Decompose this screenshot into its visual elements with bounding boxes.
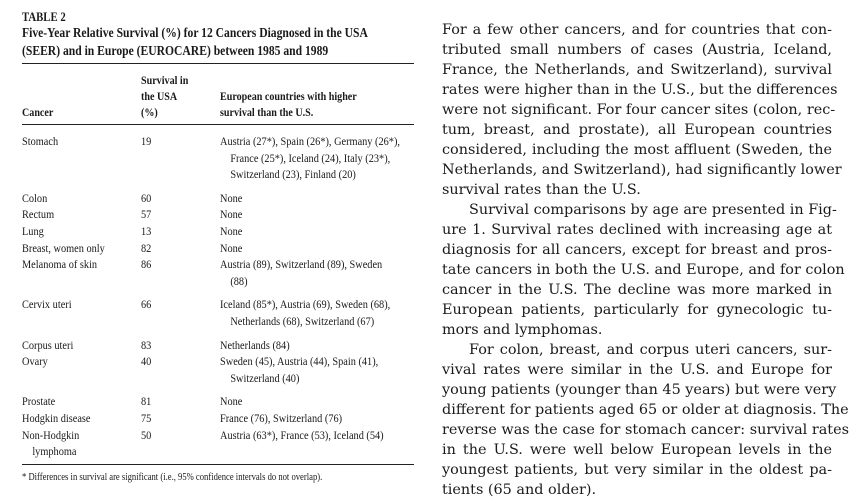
europe-countries-line: Austria (27*), Spain (26*), Germany (26*), xyxy=(220,134,400,148)
cancer-name-line: Prostate xyxy=(22,394,56,409)
table-footnote: * Differences in survival are significant (i.e., 95% confidence intervals do not overlap). xyxy=(22,471,323,483)
cancer-name-line: Colon xyxy=(22,190,48,205)
text-line: cancer in the U.S. The decline was more marked in xyxy=(442,282,832,298)
text-line: For a few other cancers, and for countries that con- xyxy=(442,22,832,38)
text-line: mors and lymphomas. xyxy=(442,322,603,338)
europe-countries-line: France (25*), Iceland (24), Italy (23*), xyxy=(230,150,391,165)
header-survival-line3: (%) xyxy=(141,105,158,119)
europe-countries-line: None xyxy=(220,190,243,205)
cell-survival: 82 xyxy=(141,240,152,255)
table-caption-line2: (SEER) and in Europe (EUROCARE) between 1985 and 1989 xyxy=(22,42,329,58)
text-line: Survival comparisons by age are presented in Fig- xyxy=(469,202,837,218)
cancer-name-line: lymphoma xyxy=(32,444,77,459)
cell-europe xyxy=(220,410,342,427)
cell-survival: 57 xyxy=(141,207,152,222)
cancer-name-line: Cervix uteri xyxy=(22,297,72,312)
europe-countries-line: Austria (89), Switzerland (89), Sweden xyxy=(220,257,383,272)
cell-survival: 81 xyxy=(141,394,152,409)
europe-countries-line: Switzerland (40) xyxy=(230,370,300,385)
text-line: youngest patients, but very similar in the oldest pa- xyxy=(442,462,832,478)
text-line: in the U.S. were well below European levels in the xyxy=(442,442,832,458)
text-line: tate cancers in both the U.S. and Europe, and for colon xyxy=(442,262,845,278)
header-europe-line1: European countries with higher xyxy=(220,89,357,103)
cancer-name-line: Lung xyxy=(22,223,44,238)
europe-countries-line: Netherlands (84) xyxy=(220,337,290,352)
header-europe xyxy=(220,88,357,120)
cell-cancer xyxy=(22,133,58,150)
cell-europe xyxy=(220,427,384,444)
cell-europe xyxy=(220,190,242,207)
table-row xyxy=(22,427,414,460)
table-row xyxy=(22,410,414,427)
europe-countries-line: France (76), Switzerland (76) xyxy=(220,410,343,425)
text-line: different for patients aged 65 or older at diagnosis. The xyxy=(442,402,849,418)
table-row xyxy=(22,393,414,410)
cell-cancer xyxy=(22,337,73,354)
text-line: European patients, particularly for gynecologic tu- xyxy=(442,302,832,318)
cell-europe xyxy=(220,133,400,183)
cell-survival: 19 xyxy=(141,134,152,148)
survival-table xyxy=(22,10,414,484)
text-line: tum, breast, and prostate), all European countries xyxy=(442,122,832,138)
europe-countries-line: None xyxy=(220,223,243,238)
text-line: diagnosis for all cancers, except for breast and pros- xyxy=(442,242,832,258)
table-bottom-rule xyxy=(22,464,414,465)
table-row xyxy=(22,190,414,207)
cell-cancer xyxy=(22,393,55,410)
europe-countries-line: None xyxy=(220,240,243,255)
cell-europe xyxy=(220,223,242,240)
header-survival-line2: the USA xyxy=(141,89,178,103)
text-line: tributed small numbers of cases (Austria, Iceland, xyxy=(442,42,832,58)
cell-cancer xyxy=(22,256,97,273)
text-line: For colon, breast, and corpus uteri cancers, sur- xyxy=(469,342,832,358)
header-cancer: Cancer xyxy=(22,105,54,119)
text-line: vival rates were similar in the U.S. and Europe for xyxy=(442,362,832,378)
cell-survival: 13 xyxy=(141,223,152,238)
cell-cancer xyxy=(22,410,91,427)
text-line: ure 1. Survival rates declined with increasing age at xyxy=(442,222,832,238)
cell-europe xyxy=(220,206,242,223)
cell-survival: 75 xyxy=(141,410,152,425)
table-caption-line1: Five-Year Relative Survival (%) for 12 Cancers Diagnosed in the USA xyxy=(22,25,368,40)
text-line: Netherlands, and Switzerland), had significantly lower xyxy=(442,162,842,178)
cell-europe xyxy=(220,240,242,257)
table-body xyxy=(22,125,414,460)
cell-survival: 60 xyxy=(141,190,152,205)
cell-cancer xyxy=(22,190,47,207)
cancer-name-line: Non-Hodgkin xyxy=(22,427,80,442)
table-row xyxy=(22,240,414,257)
header-europe-line2: survival than the U.S. xyxy=(220,105,314,119)
europe-countries-line: Netherlands (68), Switzerland (67) xyxy=(230,313,375,328)
europe-countries-line: Iceland (85*), Austria (69), Sweden (68), xyxy=(220,297,391,312)
text-line: tients (65 and older). xyxy=(442,482,597,498)
cell-survival: 83 xyxy=(141,337,152,352)
body-text xyxy=(442,20,849,500)
table-row xyxy=(22,223,414,240)
header-survival xyxy=(141,72,188,120)
europe-countries-line: Sweden (45), Austria (44), Spain (41), xyxy=(220,354,379,369)
table-row xyxy=(22,133,414,183)
europe-countries-line: None xyxy=(220,394,243,409)
cell-survival: 40 xyxy=(141,354,152,369)
text-line: were not significant. For four cancer sites (colon, rec- xyxy=(442,102,836,118)
cell-survival: 50 xyxy=(141,427,152,442)
cell-europe xyxy=(220,296,390,329)
europe-countries-line: Switzerland (23), Finland (20) xyxy=(230,167,356,182)
cancer-name-line: Breast, women only xyxy=(22,240,105,255)
cell-cancer xyxy=(22,206,54,223)
text-line: France, the Netherlands, and Switzerland), survival xyxy=(442,62,832,78)
table-row xyxy=(22,256,414,289)
cancer-name-line: Rectum xyxy=(22,207,55,222)
text-line: reverse was the case for stomach cancer: survival rates xyxy=(442,422,849,438)
cell-europe xyxy=(220,393,242,410)
cancer-name-line: Hodgkin disease xyxy=(22,410,91,425)
europe-countries-line: Austria (63*), France (53), Iceland (54) xyxy=(220,427,384,442)
cell-europe xyxy=(220,353,378,386)
table-row xyxy=(22,353,414,386)
cell-cancer xyxy=(22,240,105,257)
cancer-name-line: Corpus uteri xyxy=(22,337,74,352)
header-survival-line1: Survival in xyxy=(141,73,189,87)
cell-cancer xyxy=(22,427,79,460)
europe-countries-line: None xyxy=(220,207,243,222)
text-line: rates were higher than in the U.S., but the differences xyxy=(442,82,838,98)
text-line: survival rates than the U.S. xyxy=(442,182,641,198)
table-row xyxy=(22,337,414,354)
cell-europe xyxy=(220,337,290,354)
cell-cancer xyxy=(22,353,48,370)
cancer-name-line: Melanoma of skin xyxy=(22,257,98,272)
table-header xyxy=(22,64,414,124)
europe-countries-line: (88) xyxy=(230,273,248,288)
table-row xyxy=(22,296,414,329)
cell-cancer xyxy=(22,296,72,313)
cancer-name-line: Ovary xyxy=(22,354,48,369)
cell-survival: 86 xyxy=(141,257,152,272)
text-line: considered, including the most affluent (Sweden, the xyxy=(442,142,832,158)
table-label: TABLE 2 xyxy=(22,10,66,24)
table-row xyxy=(22,206,414,223)
cancer-name-line: Stomach xyxy=(22,134,59,148)
cell-europe xyxy=(220,256,382,289)
text-line: young patients (younger than 45 years) but were very xyxy=(442,382,837,398)
cell-survival: 66 xyxy=(141,297,152,312)
cell-cancer xyxy=(22,223,44,240)
